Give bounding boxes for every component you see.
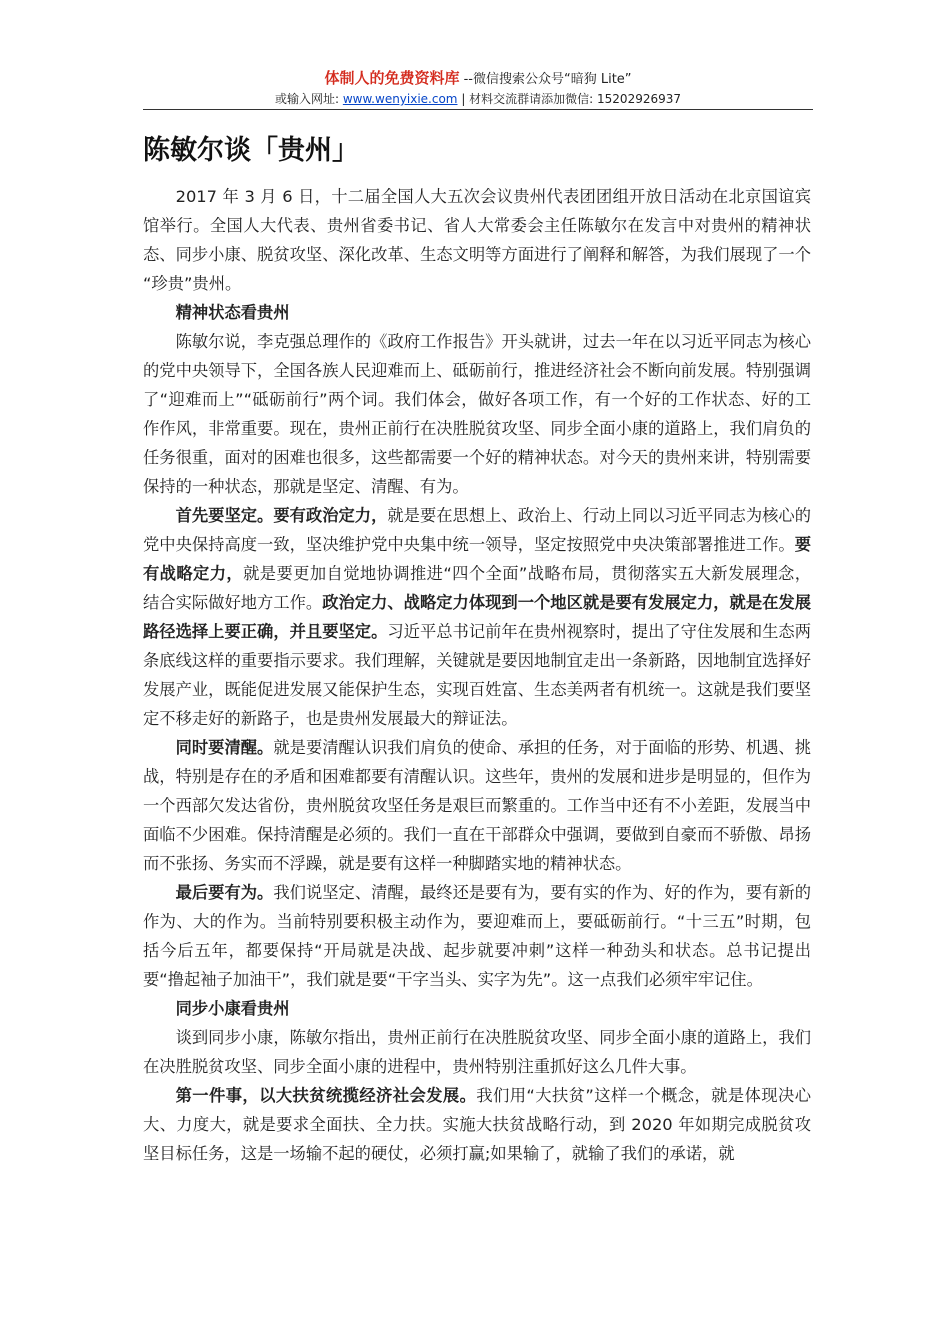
header-tagline: --微信搜索公众号“暗狗 Lite” <box>459 72 632 87</box>
paragraph-text: 我们用“大扶贫”这样一个概念，就是体现决心大、力度大，就是要求全面扶、全力扶。实施大扶贫战略行动，到 2020 年如期完成脱贫攻坚目标任务，这是一场输不起的硬仗，必须打赢;如果输了，就输了我们的承诺，就 <box>143 1086 811 1163</box>
paragraph-text: 习近平总书记前年在贵州视察时，提出了守住发展和生态两条底线这样的重要指示要求。我们理解，关键就是要因地制宜走出一条新路，因地制宜选择好发展产业，既能促进发展又能保护生态，实现百姓富、生态美两者有机统一。这就是我们要坚定不移走好的新路子，也是贵州发展最大的辩证法。 <box>143 622 811 728</box>
document-body <box>143 182 811 1168</box>
paragraph-text: 就是要清醒认识我们肩负的使命、承担的任务，对于面临的形势、机遇、挑战，特别是存在的矛盾和困难都要有清醒认识。这些年，贵州的发展和进步是明显的，但作为一个西部欠发达省份，贵州脱贫攻坚任务是艰巨而繁重的。工作当中还有不小差距，发展当中面临不少困难。保持清醒是必须的。我们一直在干部群众中强调，要做到自豪而不骄傲、昂扬而不张扬、务实而不浮躁，就是要有这样一种脚踏实地的精神状态。 <box>143 738 811 873</box>
intro-paragraph: 2017 年 3 月 6 日，十二届全国人大五次会议贵州代表团团组开放日活动在北京国谊宾馆举行。全国人大代表、贵州省委书记、省人大常委会主任陈敏尔在发言中对贵州的精神状态、同步小康、脱贫攻坚、深化改革、生态文明等方面进行了阐释和解答，为我们展现了一个 “珍贵”贵州。 <box>143 187 811 293</box>
header-divider <box>143 109 813 110</box>
paragraph-poverty-alleviation <box>143 1081 811 1168</box>
paragraph-clarity <box>143 733 811 878</box>
brand-name: 体制人的免费资料库 <box>324 69 460 87</box>
url-prefix: 或输入网址: <box>274 92 343 106</box>
page-header <box>143 68 813 108</box>
bold-phrase: 最后要有为。 <box>175 883 274 902</box>
bold-phrase: 同时要清醒。 <box>175 738 274 757</box>
bold-phrase: 要有战略定力， <box>143 535 811 583</box>
paragraph-text: 就是要在思想上、政治上、行动上同以习近平同志为核心的党中央保持高度一致，坚决维护党中央集中统一领导，坚定按照党中央决策部署推进工作。 <box>143 506 811 554</box>
header-line-brand <box>143 68 813 90</box>
bold-phrase: 政治定力、战略定力体现到一个地区就是要有发展定力，就是在发展路径选择上要正确，并且要坚定。 <box>143 593 811 641</box>
paragraph-spirit-overview: 陈敏尔说，李克强总理作的《政府工作报告》开头就讲，过去一年在以习近平同志为核心的党中央领导下，全国各族人民迎难而上、砥砺前行，推进经济社会不断向前发展。特别强调了“迎难而上”“砥砺前行”两个词。我们体会，做好各项工作，有一个好的工作状态、好的工作作风，非常重要。现在，贵州正前行在决胜脱贫攻坚、同步全面小康的道路上，我们肩负的任务很重，面对的困难也很多，这些都需要一个好的精神状态。对今天的贵州来讲，特别需要保持的一种状态，那就是坚定、清醒、有为。 <box>143 332 811 496</box>
contact-info: | 材料交流群请添加微信: 15202926937 <box>457 92 682 106</box>
paragraph-action <box>143 878 811 994</box>
paragraph-text: 我们说坚定、清醒，最终还是要有为，要有实的作为、好的作为，要有新的作为、大的作为。当前特别要积极主动作为，要迎难而上，要砥砺前行。“十三五”时期，包括今后五年，都要保持“开局就是决战、起步就要冲刺”这样一种劲头和状态。总书记提出要“撸起袖子加油干”，我们就是要“干字当头、实字为先”。这一点我们必须牢牢记住。 <box>143 883 811 989</box>
bold-phrase: 首先要坚定。要有政治定力， <box>175 506 388 525</box>
section-heading-prosperity: 同步小康看贵州 <box>175 999 290 1018</box>
section-heading-spirit: 精神状态看贵州 <box>175 303 290 322</box>
website-link[interactable]: www.wenyixie.com <box>342 92 458 106</box>
paragraph-firmness <box>143 501 811 733</box>
paragraph-text: 就是要更加自觉地协调推进“四个全面”战略布局，贯彻落实五大新发展理念，结合实际做好地方工作。 <box>143 564 811 612</box>
paragraph-prosperity-overview: 谈到同步小康，陈敏尔指出，贵州正前行在决胜脱贫攻坚、同步全面小康的道路上，我们在决胜脱贫攻坚、同步全面小康的进程中，贵州特别注重抓好这么几件大事。 <box>143 1028 811 1076</box>
header-line-contact <box>143 90 813 108</box>
document-title: 陈敏尔谈「贵州」 <box>143 135 359 166</box>
bold-phrase: 第一件事，以大扶贫统揽经济社会发展。 <box>175 1086 477 1105</box>
